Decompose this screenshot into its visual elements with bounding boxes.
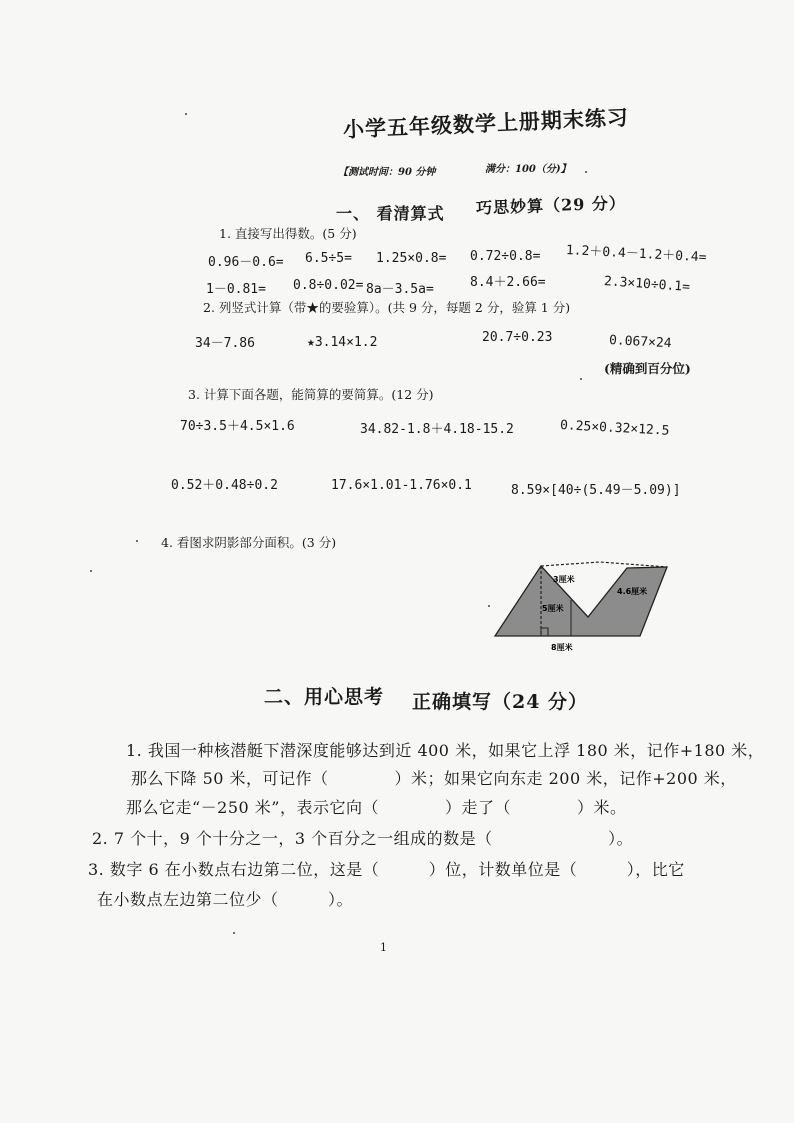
q2-label: 2. 列竖式计算（带★的要验算）。(共 9 分，每题 2 分，验算 1 分): [203, 300, 571, 315]
q1-r2-c5: 2.3×10÷0.1=: [603, 274, 691, 295]
q1-r1-c1: 0.96－0.6=: [208, 255, 284, 270]
section2-heading-a: 二、用心思考: [264, 686, 385, 708]
q1-r1-c4: 0.72÷0.8=: [470, 249, 541, 264]
s2-line-5: 3. 数字 6 在小数点右边第二位，这是（ ）位，计数单位是（ ），比它: [88, 860, 685, 879]
scan-speck: [90, 570, 92, 572]
q1-r2-c2: 0.8÷0.02=: [293, 278, 364, 293]
scan-speck: [233, 932, 235, 934]
q1-r1-c3: 1.25×0.8=: [376, 251, 447, 266]
q3-r2-c1: 0.52＋0.48÷0.2: [171, 478, 278, 493]
section1-heading-b: 巧思妙算（29 分）: [475, 193, 627, 218]
q3-r1-c3: 0.25×0.32×12.5: [559, 418, 670, 439]
scan-speck: [488, 605, 490, 607]
q2-item-4: 0.067×24: [608, 333, 672, 352]
s2-line-4: 2. 7 个十，9 个十分之一，3 个百分之一组成的数是（ ）。: [92, 829, 634, 848]
q3-r2-c2: 17.6×1.01-1.76×0.1: [331, 478, 472, 493]
label-8cm: 8厘米: [551, 643, 573, 652]
test-time: 【测试时间：90 分钟: [338, 167, 436, 178]
label-3cm: 3厘米: [553, 575, 575, 584]
s2-line-6: 在小数点左边第二位少（ ）。: [97, 890, 354, 909]
s2-line-2: 那么下降 50 米，可记作（ ）米；如果它向东走 200 米，记作+200 米，: [131, 769, 737, 788]
q2-item-1: 34－7.86: [195, 336, 255, 351]
page-number: 1: [380, 941, 387, 954]
q3-r1-c2: 34.82-1.8＋4.18-15.2: [360, 422, 514, 437]
s2-line-1: 1. 我国一种核潜艇下潜深度能够达到近 400 米，如果它上浮 180 米，记作+180 米，: [126, 741, 765, 760]
q1-r2-c4: 8.4＋2.66=: [470, 275, 546, 290]
q2-precision-note: (精确到百分位): [604, 361, 691, 376]
q2-item-2: ★3.14×1.2: [307, 335, 378, 350]
label-5cm: 5厘米: [542, 604, 564, 613]
section2-heading-b: 正确填写（24 分）: [412, 691, 589, 713]
q1-r2-c1: 1－0.81=: [206, 282, 266, 297]
scan-speck: [136, 540, 138, 542]
shaded-region: [495, 566, 667, 636]
label-4-6cm: 4.6厘米: [617, 587, 648, 596]
top-dashed-edge: [541, 562, 667, 567]
section1-heading-a: 一、 看清算式: [336, 204, 445, 223]
q1-label: 1. 直接写出得数。(5 分): [219, 226, 357, 241]
q1-r1-c5: 1.2＋0.4－1.2＋0.4=: [565, 243, 707, 266]
page-title: 小学五年级数学上册期末练习: [342, 104, 630, 142]
q1-r2-c3: 8a－3.5a=: [366, 282, 434, 297]
q3-label: 3. 计算下面各题，能简算的要简算。(12 分): [188, 387, 434, 402]
q3-r2-c3: 8.59×[40÷(5.49－5.09)]: [511, 483, 681, 498]
scan-speck: [580, 378, 582, 380]
scan-speck: [185, 113, 187, 115]
q4-label: 4. 看图求阴影部分面积。(3 分): [161, 535, 337, 550]
s2-line-3: 那么它走“－250 米”，表示它向（ ）走了（ ）米。: [126, 798, 627, 817]
full-score: 满分：100（分)】: [485, 164, 571, 175]
q2-item-3: 20.7÷0.23: [482, 330, 553, 345]
q1-r1-c2: 6.5÷5=: [305, 251, 352, 266]
scan-speck: [585, 171, 587, 173]
q3-r1-c1: 70÷3.5＋4.5×1.6: [180, 419, 295, 434]
